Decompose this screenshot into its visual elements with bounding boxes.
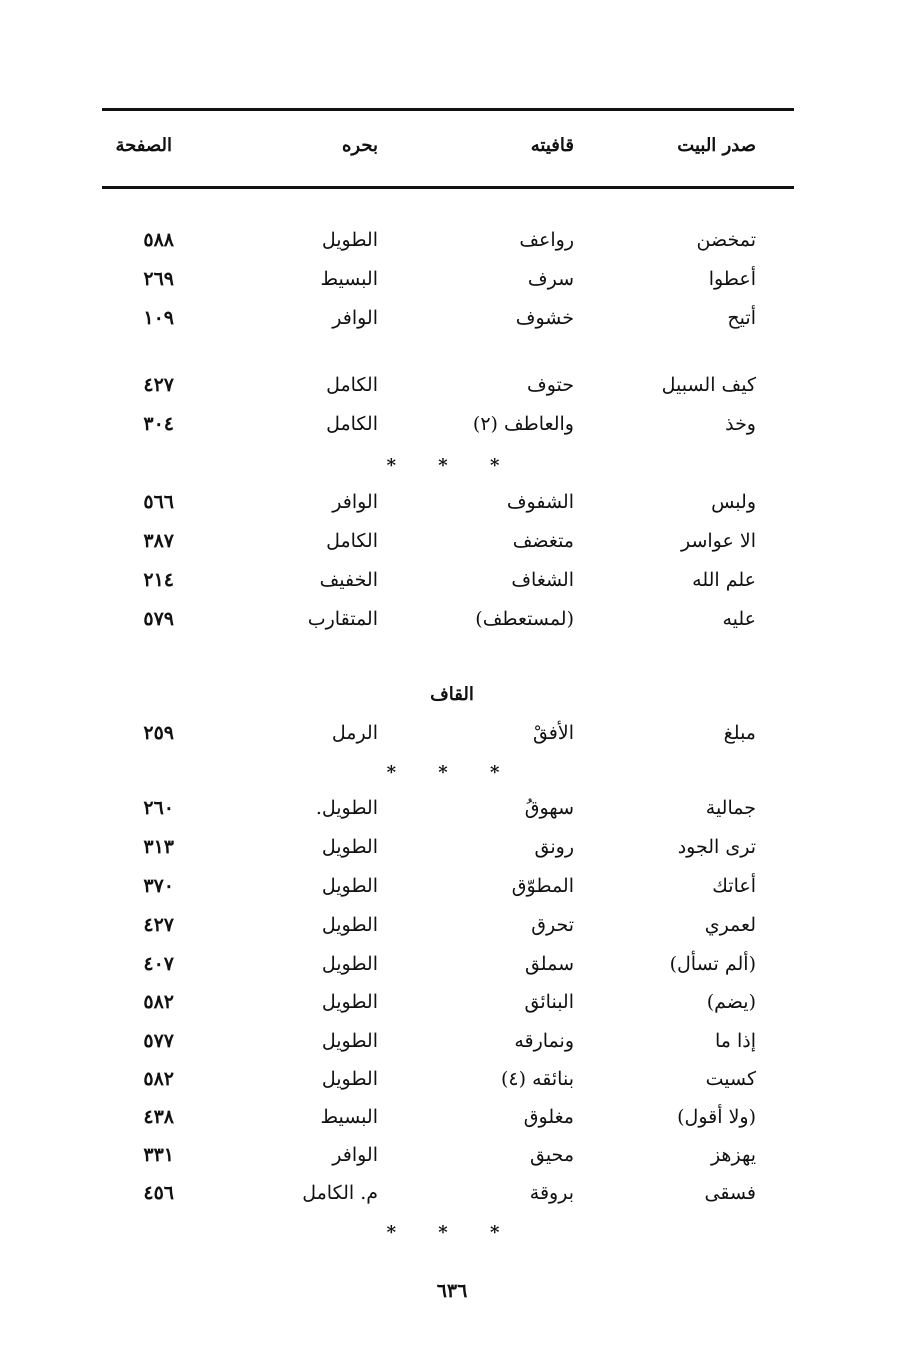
page-cell: ٢٥٩ <box>143 722 174 744</box>
page-cell: ٣٧٠ <box>143 875 174 897</box>
table-row <box>0 1026 904 1056</box>
rhyme-cell: ونمارقه <box>514 1030 574 1052</box>
table-row <box>0 987 904 1017</box>
page-cell: ٥٦٦ <box>143 491 174 513</box>
page-cell: ٤٣٨ <box>143 1106 174 1128</box>
rhyme-cell: المطوّق <box>511 875 574 897</box>
rhyme-cell: والعاطف (٢) <box>472 413 574 435</box>
page-cell: ٣١٣ <box>143 836 174 858</box>
meter-cell: البسيط <box>320 1106 378 1128</box>
meter-cell: الطويل <box>321 875 378 897</box>
rhyme-cell: رونق <box>534 836 574 858</box>
verse-cell: تمخضن <box>696 229 756 251</box>
rhyme-cell: رواعف <box>519 229 574 251</box>
page-cell: ٤٠٧ <box>143 953 174 975</box>
meter-cell: الوافر <box>332 307 378 329</box>
page-cell: ٥٧٧ <box>143 1030 174 1052</box>
page-cell: ٣٣١ <box>143 1144 174 1166</box>
rhyme-cell: سرف <box>527 268 574 290</box>
meter-cell: المتقارب <box>307 608 378 630</box>
meter-cell: الكامل <box>326 413 378 435</box>
rhyme-cell: البنائق <box>524 991 574 1013</box>
top-rule <box>102 108 794 111</box>
table-row <box>0 832 904 862</box>
meter-cell: الخفيف <box>319 569 378 591</box>
verse-cell: جمالية <box>705 797 756 819</box>
table-row <box>0 949 904 979</box>
meter-cell: الوافر <box>332 1144 378 1166</box>
table-row <box>0 264 904 294</box>
rhyme-cell: متغضف <box>512 530 574 552</box>
rhyme-cell: محيق <box>529 1144 574 1166</box>
table-row <box>0 910 904 940</box>
header-bottom-rule <box>102 186 794 189</box>
page-cell: ٣٨٧ <box>143 530 174 552</box>
verse-cell: فسقى <box>704 1182 756 1204</box>
rhyme-cell: سملق <box>524 953 574 975</box>
page-cell: ١٠٩ <box>143 307 174 329</box>
meter-cell: م. الكامل <box>302 1182 378 1204</box>
verse-cell: مبلغ <box>723 722 756 744</box>
page-cell: ٤٢٧ <box>143 374 174 396</box>
rhyme-cell: بنائقه (٤) <box>501 1068 574 1090</box>
verse-cell: الا عواسر <box>681 530 756 552</box>
page-cell: ٥٨٢ <box>143 991 174 1013</box>
page-cell: ٤٥٦ <box>143 1182 174 1204</box>
verse-cell: (ولا أقول) <box>677 1106 756 1128</box>
table-header <box>0 131 904 161</box>
verse-cell: أتيح <box>727 307 756 329</box>
verse-cell: كسيت <box>705 1068 756 1090</box>
table-row <box>0 871 904 901</box>
meter-cell: الكامل <box>326 530 378 552</box>
page-cell: ٢٦٩ <box>143 268 174 290</box>
header-page: الصفحة <box>115 135 172 156</box>
page-cell: ٣٠٤ <box>143 413 174 435</box>
table-row <box>0 1178 904 1208</box>
table-row <box>0 487 904 517</box>
table-row <box>0 793 904 823</box>
meter-cell: الطويل <box>321 914 378 936</box>
verse-cell: عليه <box>722 608 756 630</box>
meter-cell: الكامل <box>326 374 378 396</box>
page-cell: ٢١٤ <box>143 569 174 591</box>
verse-cell: يهزهز <box>710 1144 756 1166</box>
meter-cell: الطويل <box>321 991 378 1013</box>
page-number: ٦٣٦ <box>436 1280 468 1302</box>
header-rhyme: قافيته <box>530 135 574 156</box>
rhyme-cell: بروقة <box>529 1182 574 1204</box>
meter-cell: الطويل <box>321 836 378 858</box>
meter-cell: الطويل. <box>315 797 378 819</box>
verse-cell: أعطوا <box>708 268 756 290</box>
page-cell: ٤٢٧ <box>143 914 174 936</box>
table-row <box>0 718 904 748</box>
separator-stars: * * * <box>386 455 518 476</box>
rhyme-cell: (لمستعطف) <box>475 608 574 630</box>
verse-cell: كيف السبيل <box>661 374 756 396</box>
page-cell: ٥٨٢ <box>143 1068 174 1090</box>
meter-cell: الرمل <box>331 722 378 744</box>
verse-cell: علم الله <box>692 569 756 591</box>
page-cell: ٥٧٩ <box>143 608 174 630</box>
rhyme-cell: حتوف <box>527 374 574 396</box>
rhyme-cell: الأفقْ <box>532 722 574 744</box>
table-row <box>0 303 904 333</box>
meter-cell: الطويل <box>321 1030 378 1052</box>
verse-cell: (ألم تسأل) <box>669 953 756 975</box>
rhyme-cell: سهوقُ <box>524 797 574 819</box>
table-row <box>0 565 904 595</box>
verse-cell: أعاتك <box>712 875 756 897</box>
rhyme-cell: الشفوف <box>506 491 574 513</box>
rhyme-cell: تحرق <box>531 914 574 936</box>
table-row <box>0 225 904 255</box>
rhyme-cell: خشوف <box>515 307 574 329</box>
table-row <box>0 409 904 439</box>
page-cell: ٢٦٠ <box>143 797 174 819</box>
meter-cell: الطويل <box>321 953 378 975</box>
table-row <box>0 604 904 634</box>
header-verse: صدر البيت <box>677 135 756 156</box>
separator-stars: * * * <box>386 762 518 783</box>
separator-stars: * * * <box>386 1222 518 1243</box>
meter-cell: الطويل <box>321 229 378 251</box>
verse-cell: ولبس <box>711 491 756 513</box>
verse-cell: ترى الجود <box>677 836 756 858</box>
verse-cell: إذا ما <box>714 1030 756 1052</box>
header-meter: بحره <box>342 135 378 156</box>
section-title: القاف <box>430 684 474 705</box>
verse-cell: لعمري <box>704 914 756 936</box>
table-row <box>0 370 904 400</box>
table-row <box>0 526 904 556</box>
verse-cell: (يضم) <box>706 991 756 1013</box>
table-row <box>0 1140 904 1170</box>
rhyme-cell: مغلوق <box>523 1106 574 1128</box>
meter-cell: البسيط <box>320 268 378 290</box>
rhyme-cell: الشغاف <box>511 569 574 591</box>
verse-cell: وخذ <box>725 413 756 435</box>
table-row <box>0 1102 904 1132</box>
table-row <box>0 1064 904 1094</box>
meter-cell: الطويل <box>321 1068 378 1090</box>
meter-cell: الوافر <box>332 491 378 513</box>
page-cell: ٥٨٨ <box>143 229 174 251</box>
